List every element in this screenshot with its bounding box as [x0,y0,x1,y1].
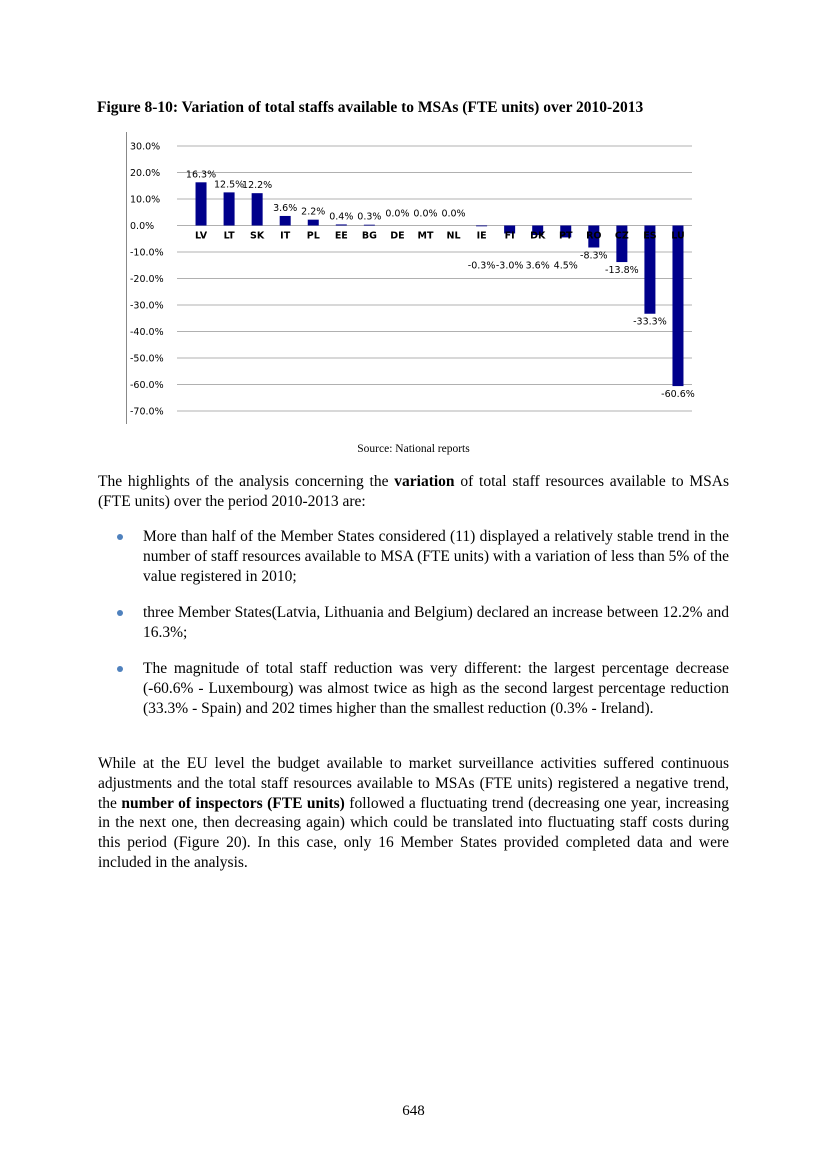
data-label: -13.8% [605,265,639,277]
x-tick-label: SK [250,230,265,242]
data-label: 16.3% [185,169,217,181]
data-label: -8.3% [580,250,608,262]
y-tick-label: 30.0% [130,141,161,153]
bar-lv [196,182,207,225]
x-tick-label: LT [223,230,235,242]
data-label: -33.3% [633,316,667,328]
data-label: 12.5% [213,179,245,191]
y-tick-label: -20.0% [130,274,164,285]
intro-text-start: The highlights of the analysis concerning the [98,473,395,490]
y-tick-label: -50.0% [130,353,164,365]
data-label: 3.6% [273,202,298,214]
data-label: 0.0% [385,208,410,220]
x-tick-label: PT [559,230,573,242]
data-label: 3.6% [525,260,550,272]
data-label: 2.2% [301,206,326,218]
closing-text-start: While at the EU level the budget available to market surveillance activities suffered continuous adjustments and the total staff resources available to MSAs (FTE units) registered a negative trend, the [98,755,729,812]
bar-chart-frame [126,132,697,424]
data-label: 0.4% [329,211,354,223]
bar-pl [308,220,319,226]
data-label: -0.3% [467,260,496,272]
data-label: 12.2% [242,180,273,192]
x-tick-label: PL [306,230,320,242]
bar-lu [672,226,683,387]
data-label: -3.0% [495,260,524,272]
x-tick-label: DE [390,230,405,242]
intro-bold-term: variation [394,473,455,490]
data-label: 0.0% [441,208,466,220]
data-label: 0.0% [413,208,438,220]
closing-bold-term: number of inspectors (FTE units) [121,794,345,812]
x-tick-label: EE [334,230,348,242]
bullet-item-increase: three Member States(Latvia, Lithuania and Belgium) declared an increase between 12.2% and 16.3%; [143,604,729,641]
x-tick-label: LV [194,230,208,242]
x-tick-label: FI [504,230,515,242]
y-tick-label: 20.0% [130,168,161,179]
x-tick-label: BG [361,230,377,242]
bullet-dot [117,534,123,540]
x-tick-label: MT [417,230,434,242]
data-label: 0.3% [357,211,382,223]
y-tick-label: 0.0% [130,221,155,232]
x-tick-label: CZ [614,230,629,242]
bullet-item-reduction: The magnitude of total staff reduction was very different: the largest percentage decrease (-60.6% - Luxembourg) was almost twice as high as the second largest percentage reduction (33.3% - Spain) and 202 times higher than the smallest reduction (0.3% - Ireland). [143,660,729,717]
bar-sk [252,193,263,225]
intro-paragraph [98,472,729,512]
bar-it [280,216,291,226]
bullet-dot [117,666,123,672]
bar-ee [336,224,347,225]
y-tick-label: 10.0% [130,194,161,206]
bar-ie [476,226,487,227]
data-label: -60.6% [661,389,695,401]
bar-lt [224,192,235,225]
closing-text-end: followed a fluctuating trend (decreasing one year, increasing in the next one, then decreasing again) which could be translated into fluctuating staff costs during this period (Figure 20). In this case, only 16 Member States provided completed data and were included in the analysis. [98,794,729,871]
bullet-dot [117,610,123,616]
x-tick-label: IE [476,230,487,242]
bullet-item-stable-trend: More than half of the Member States considered (11) displayed a relatively stable trend in the number of staff resources available to MSA (FTE units) with a variation of less than 5% of the value registered in 2010; [143,528,729,585]
figure-title: Figure 8-10: Variation of total staffs available to MSAs (FTE units) over 2010-2013 [97,99,644,116]
x-tick-label: DK [530,230,546,242]
page-number: 648 [402,1103,425,1119]
x-tick-label: ES [643,230,657,242]
x-tick-label: RO [586,230,602,242]
x-tick-label: LU [671,230,685,242]
y-tick-label: -30.0% [130,300,164,312]
y-tick-label: -60.0% [130,380,164,391]
x-tick-label: NL [446,230,461,242]
data-label: 4.5% [553,260,578,272]
figure-source: Source: National reports [357,443,470,455]
intro-text-end: of total staff resources available to MSAs (FTE units) over the period 2010-2013 are: [98,473,729,510]
closing-paragraph [98,754,729,873]
bar-chart [127,132,697,424]
x-tick-label: IT [280,230,291,242]
bar-bg [364,225,375,226]
y-tick-label: -10.0% [130,247,164,259]
y-tick-label: -70.0% [130,406,164,418]
y-tick-label: -40.0% [130,327,164,338]
